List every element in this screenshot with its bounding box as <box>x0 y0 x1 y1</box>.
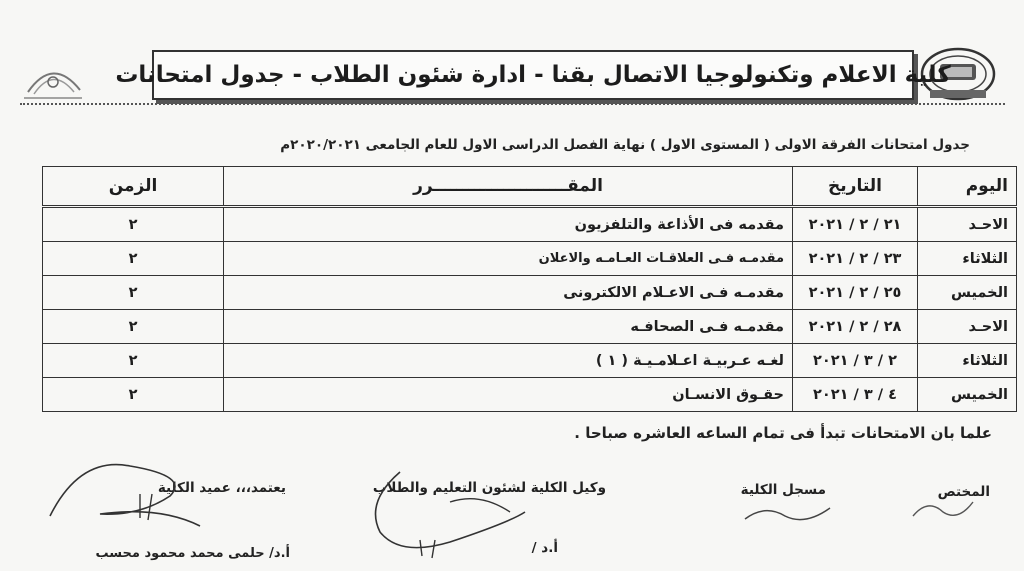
signature-label-checker: المختص <box>937 484 990 500</box>
checker-signature-icon <box>908 494 978 524</box>
cell-day: الخميس <box>918 276 1017 310</box>
schedule-subtitle: جدول امتحانات الفرقة الاولى ( المستوى الاول ) نهاية الفصل الدراسى الاول للعام الجامعى ٢٠٢٠/٢٠٢١م <box>280 137 970 153</box>
cell-day: الخميس <box>918 378 1017 412</box>
cell-time: ٢ <box>43 310 224 344</box>
cell-course: مقدمـه فـى الاعـلام الالكترونى <box>224 276 793 310</box>
table-header-row <box>43 167 1017 207</box>
cell-course: حقـوق الانسـان <box>224 378 793 412</box>
page-title: كلية الاعلام وتكنولوجيا الاتصال بقنا - ادارة شئون الطلاب - جدول امتحانات <box>115 62 951 88</box>
cell-date: ٤ / ٣ / ٢٠٢١ <box>793 378 918 412</box>
cell-course: لغـه عـربيـة اعـلامـيـة ( ١ ) <box>224 344 793 378</box>
table-row <box>43 242 1017 276</box>
cell-date: ٢ / ٣ / ٢٠٢١ <box>793 344 918 378</box>
header-box <box>115 50 951 100</box>
vice-dean-signature-icon <box>360 462 540 562</box>
divider <box>20 103 1005 109</box>
exam-table <box>42 166 1017 412</box>
dean-name: أ.د/ حلمى محمد محمود محسب <box>95 546 290 561</box>
signature-label-dean: يعتمد،،، عميد الكلية <box>157 480 286 496</box>
registrar-signature-icon <box>740 494 840 530</box>
table-row <box>43 344 1017 378</box>
cell-course: مقدمه فى الأذاعة والتلفزيون <box>224 207 793 242</box>
cell-time: ٢ <box>43 276 224 310</box>
cell-day: الثلاثاء <box>918 242 1017 276</box>
signature-label-registrar: مسجل الكلية <box>740 482 826 498</box>
cell-time: ٢ <box>43 207 224 242</box>
cell-time: ٢ <box>43 242 224 276</box>
header-course: المقـــــــــــــــــــــــرر <box>224 167 793 207</box>
signature-label-vice-dean: وكيل الكلية لشئون التعليم والطلاب <box>372 480 606 496</box>
table-row <box>43 276 1017 310</box>
cell-date: ٢٣ / ٢ / ٢٠٢١ <box>793 242 918 276</box>
cell-date: ٢١ / ٢ / ٢٠٢١ <box>793 207 918 242</box>
university-logo-icon <box>20 62 86 102</box>
cell-course: مقدمـه فـى العلاقـات العـامـه والاعلان <box>224 242 793 276</box>
header-time: الزمن <box>43 167 224 207</box>
cell-time: ٢ <box>43 344 224 378</box>
cell-time: ٢ <box>43 378 224 412</box>
cell-day: الاحـد <box>918 207 1017 242</box>
table-row <box>43 310 1017 344</box>
cell-date: ٢٨ / ٢ / ٢٠٢١ <box>793 310 918 344</box>
cell-course: مقدمـه فـى الصحافـه <box>224 310 793 344</box>
exam-time-note: علما بان الامتحانات تبدأ فى تمام الساعه العاشره صباحا . <box>574 424 992 442</box>
cell-day: الثلاثاء <box>918 344 1017 378</box>
table-row <box>43 207 1017 242</box>
cell-date: ٢٥ / ٢ / ٢٠٢١ <box>793 276 918 310</box>
table-row <box>43 378 1017 412</box>
header-date: التاريخ <box>793 167 918 207</box>
cell-day: الاحـد <box>918 310 1017 344</box>
dean-signature-icon <box>40 436 220 536</box>
signature-title-vice-dean: أ.د / <box>531 540 558 556</box>
header-day: اليوم <box>918 167 1017 207</box>
